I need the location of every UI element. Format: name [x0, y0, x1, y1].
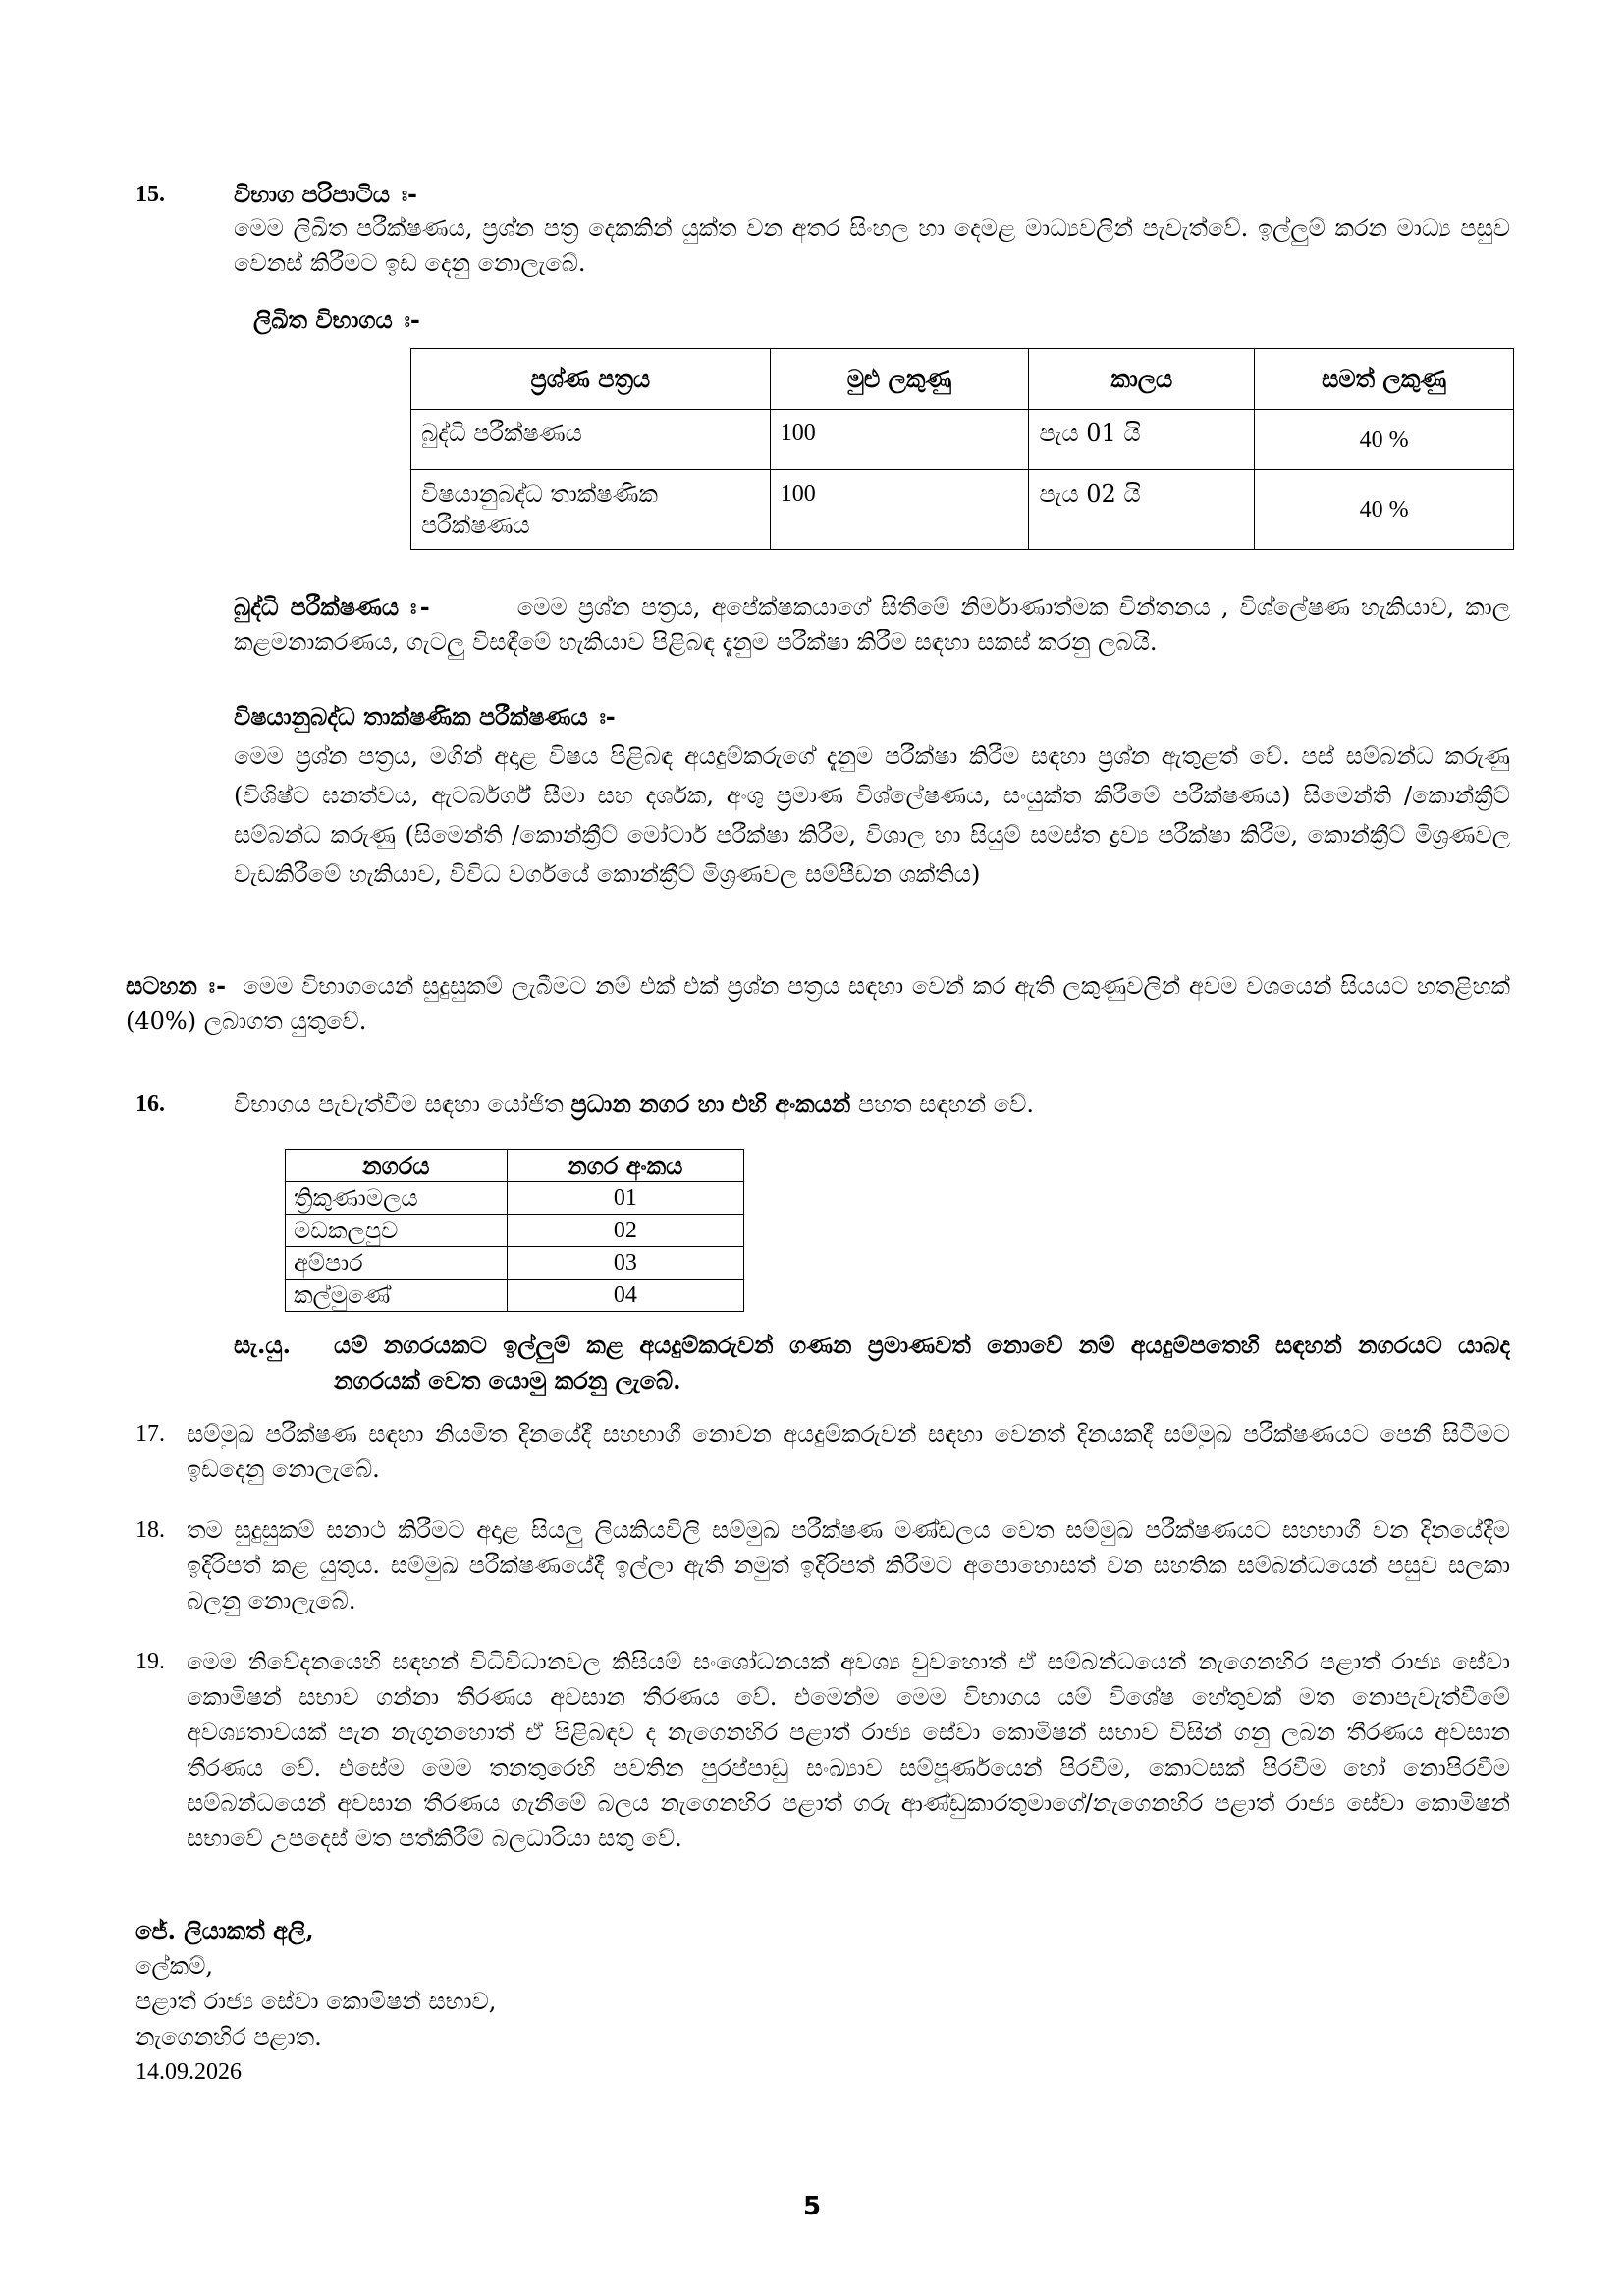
pass-mark-note: [126, 968, 1510, 1039]
signatory-name: ජේ. ලියාකත් අලි,: [135, 1916, 314, 1944]
written-exam-heading: ලිඛිත විභාගය ඃ-: [253, 305, 420, 334]
city-name: අම්පාර: [286, 1247, 508, 1280]
city-name: කල්මුණේ: [286, 1280, 508, 1312]
table-row: [286, 1182, 744, 1215]
iq-test-label: බුද්ධි පරීක්ෂණය ඃ-: [234, 592, 430, 621]
city-note-label: සැ.යු.: [234, 1331, 291, 1359]
city-number: 02: [507, 1215, 743, 1247]
section-19-number: 19.: [135, 1649, 165, 1674]
table-row: [286, 1247, 744, 1280]
section-15-heading: විභාග පරිපාටිය ඃ-: [234, 180, 418, 208]
tech-test-text: මෙම ප්‍රශ්න පත්‍රය, මගින් අදාළ විෂය පිළිබඳ අයදුම්කරුගේ දැනුම පරීක්ෂා කිරීම සඳහා ප්‍රශ්න ඇතුළත් වේ. පස් සම්බන්ධ කරුණු (විශිෂ්ට ඝනත්වය, ඇටර්බර්ග් සීමා සහ දර්ශක, අංශු ප්‍රමාණ විශ්ලේෂණය, සංයුක්ත කිරීමේ පරීක්ෂණය) සිමෙන්ති /කොන්ක්‍රීට් සම්බන්ධ කරුණු (සිමෙන්ති /කොන්ක්‍රීට් මෝටාර් පරීක්ෂා කිරීම, විශාල හා සියුම් සමස්ත ද්‍රව්‍ය පරීක්ෂා කිරීම, කොන්ක්‍රීට් මිශ්‍රණවල වැඩකිරීමේ හැකියාව, විවිධ වර්ගයේ කොන්ක්‍රීට් මිශ්‍රණවල සම්පීඩන ශක්තිය): [234, 742, 1510, 888]
table-row: [411, 410, 1514, 470]
table-header: සමත් ලකුණු: [1255, 349, 1514, 410]
section-16-text-bold: ප්‍රධාන නගර හා එහි අංකයන්: [570, 1089, 851, 1118]
section-16-text: [234, 1086, 1510, 1121]
table-row: [286, 1280, 744, 1312]
table-cell: පැය 01 යි: [1029, 410, 1255, 470]
table-cell: 40 %: [1255, 410, 1514, 470]
section-15-intro: මෙම ලිඛිත පරීක්ෂණය, ප්‍රශ්න පත්‍ර දෙකකින් යුක්ත වන අතර සිංහල හා දෙමළ මාධ්‍යවලින් පැවැත්වේ. ඉල්ලුම් කරන මාධ්‍ය පසුව වෙනස් කිරීමට ඉඩ දෙනු නොලැබේ.: [234, 214, 1510, 277]
table-cell: බුද්ධි පරීක්ෂණය: [411, 410, 771, 470]
table-header: මුළු ලකුණු: [770, 349, 1029, 410]
section-19-text: මෙම නිවේදනයෙහි සඳහන් විධිවිධානවල කිසියම් සංශෝධනයක් අවශ්‍ය වුවහොත් ඒ සම්බන්ධයෙන් නැගෙනහිර පළාත් රාජ්‍ය සේවා කොමිෂන් සභාව ගන්නා තීරණය අවසාන තීරණය වේ. එමෙන්ම මෙම විභාගය යම් විශේෂ හේතුවක් මත නොපැවැත්වීමේ අවශ්‍යතාවයක් පැන නැගුනහොත් ඒ පිළිබඳව ද නැගෙනහිර පළාත් රාජ්‍ය සේවා කොමිෂන් සභාව විසින් ගනු ලබන තීරණය අවසාන තීරණය වේ. එසේම මෙම තනතුරෙහි පවතින පුරප්පාඩු සංඛ්‍යාව සම්පූර්ණයෙන් පිරවීම, කොටසක් පිරවීම හෝ නොපිරවීම සම්බන්ධයෙන් අවසාන තීරණය ගැනීමේ බලය නැගෙනහිර පළාත් ගරු ආණ්ඩුකාරතුමාගේ/නැගෙනහිර පළාත් රාජ්‍ය සේවා කොමිෂන් සභාවේ උපදෙස් මත පත්කිරීම් බලධාරියා සතු වේ.: [187, 1648, 1510, 1852]
section-17-number: 17.: [135, 1421, 165, 1447]
section-18-text: තම සුදුසුකම් සනාථ කිරීමට අදාළ සියලු ලියකියවිලි සම්මුඛ පරීක්ෂණ මණ්ඩලය වෙත සම්මුඛ පරීක්ෂණයට සහභාගී වන දිනයේදීම ඉදිරිපත් කළ යුතුය. සම්මුඛ පරීක්ෂණයේදී ඉල්ලා ඇති නමුත් ඉදිරිපත් කිරීමට අපොහොසත් වන සහතික සම්බන්ධයෙන් පසුව සලකා බලනු නොලැබේ.: [187, 1516, 1510, 1614]
section-16-text-pre: විභාගය පැවැත්වීම සඳහා යෝජිත: [234, 1090, 571, 1118]
signature-date: 14.09.2026: [135, 2059, 242, 2085]
table-cell: 100: [770, 470, 1029, 550]
tech-test-label: විෂයානුබද්ධ තාක්ෂණික පරීක්ෂණය ඃ-: [234, 702, 616, 731]
table-cell: පැය 02 යි: [1029, 470, 1255, 550]
page-number: 5: [802, 2192, 822, 2221]
section-16-text-post: පහත සඳහන් වේ.: [850, 1090, 1035, 1118]
signatory-title: ලේකම්,: [135, 1952, 214, 1980]
city-number: 01: [507, 1182, 743, 1215]
city-name: ත්‍රිකුණාමලය: [286, 1182, 508, 1215]
iq-test-paragraph: [234, 589, 1510, 660]
section-17-text: සම්මුඛ පරීක්ෂණ සඳහා නියමිත දිනයේදී සහභාගී නොවන අයදුම්කරුවන් සඳහා වෙනත් දිනයකදී සම්මුඛ පරීක්ෂණයට පෙනී සිටීමට ඉඩදෙනු නොලැබේ.: [187, 1420, 1510, 1483]
table-row: [411, 470, 1514, 550]
city-number: 03: [507, 1247, 743, 1280]
table-header: නගර අංකය: [507, 1150, 743, 1182]
table-cell: 100: [770, 410, 1029, 470]
table-row: [286, 1215, 744, 1247]
note-text: මෙම විභාගයෙන් සුදුසුකම් ලැබීමට නම් එක් එක් ප්‍රශ්න පත්‍රය සඳහා වෙන් කර ඇති ලකුණුවලින් අවම වශයෙන් සියයට හතළිහක් (40%) ලබාගත යුතුවේ.: [126, 972, 1510, 1035]
city-number: 04: [507, 1280, 743, 1312]
table-header: කාලය: [1029, 349, 1255, 410]
signatory-place: නැගෙනහිර පළාත.: [135, 2023, 322, 2050]
exam-structure-table: [410, 348, 1514, 550]
city-note-text: යම් නගරයකට ඉල්ලුම් කළ අයදුම්කරුවන් ගණන ප්‍රමාණවත් නොවේ නම් අයදුම්පතෙහි සඳහන් නගරයට යාබද නගරයක් වෙත යොමු කරනු ලැබේ.: [334, 1331, 1510, 1394]
signatory-organization: පළාත් රාජ්‍ය සේවා කොමිෂන් සභාව,: [135, 1988, 497, 2015]
section-18-number: 18.: [135, 1517, 165, 1543]
iq-test-text: මෙම ප්‍රශ්න පත්‍රය, අපේක්ෂකයාගේ සිතීමේ නිර්මාණාත්මක චින්තනය , විශ්ලේෂණ හැකියාව, කාල කළමනාකරණය, ගැටලු විසඳීමේ හැකියාව පිළිබඳ දැනුම පරීක්ෂා කිරීම සඳහා සකස් කරනු ලබයි.: [234, 593, 1511, 656]
section-16-number: 16.: [135, 1091, 165, 1117]
city-table: [285, 1149, 744, 1312]
table-cell: විෂයානුබද්ධ තාක්ෂණික පරීක්ෂණය: [411, 470, 771, 550]
table-header: ප්‍රශ්ණ පත්‍රය: [411, 349, 771, 410]
note-label: සටහන ඃ-: [126, 971, 227, 1000]
table-header: නගරය: [286, 1150, 508, 1182]
table-cell: 40 %: [1255, 470, 1514, 550]
section-15-number: 15.: [135, 182, 165, 207]
city-name: මඩකලපුව: [286, 1215, 508, 1247]
